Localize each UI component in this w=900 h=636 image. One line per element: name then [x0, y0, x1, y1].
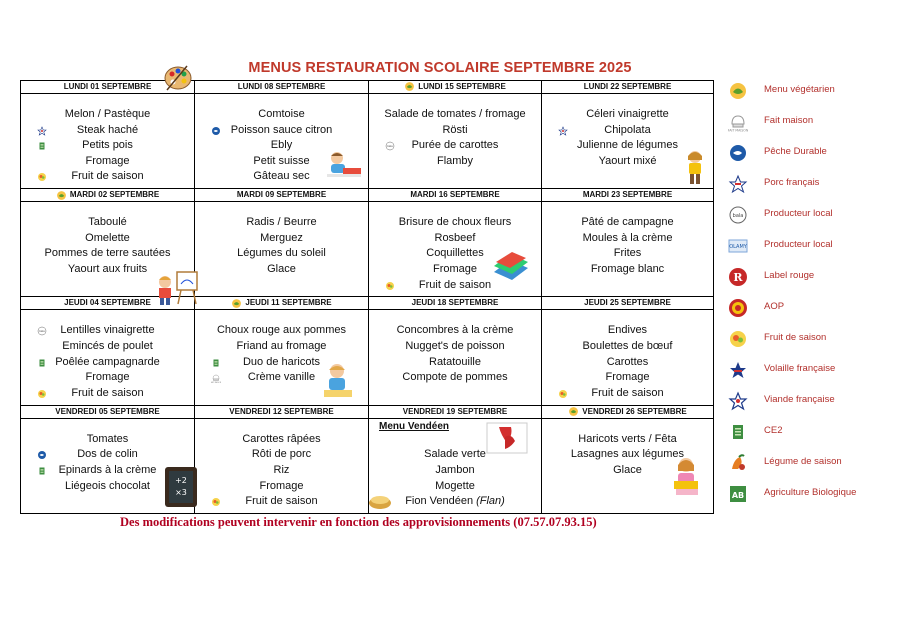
menu-item-label: Fruit de saison — [71, 386, 144, 399]
day-header-label: MARDI 23 SEPTEMBRE — [582, 190, 673, 200]
week-header-row — [21, 81, 714, 94]
legend-label: Viande française — [764, 394, 835, 405]
menu-item — [21, 107, 194, 123]
menu-item-label: Carottes râpées — [242, 432, 321, 445]
day-header — [542, 81, 714, 94]
day-header — [369, 297, 542, 310]
day-header-label: LUNDI 01 SEPTEMBRE — [63, 82, 152, 91]
viande-francaise-icon — [728, 391, 748, 411]
menu-item-label: Fruit de saison — [245, 495, 318, 508]
legend-item — [722, 419, 897, 445]
menu-item — [21, 138, 194, 154]
menu-item-label: Salade verte — [424, 448, 486, 461]
producteur-local-icon — [37, 326, 47, 336]
legend-label: Menu végétarien — [764, 84, 835, 95]
menu-item — [195, 447, 368, 463]
svg-text:OLAMY: OLAMY — [729, 244, 747, 250]
day-header-label: JEUDI 18 SEPTEMBRE — [411, 298, 499, 308]
legend-item — [722, 264, 897, 290]
menu-item-label: Brisure de choux fleurs — [398, 216, 512, 229]
fait-maison-icon — [728, 112, 748, 132]
ce2-icon — [728, 422, 748, 442]
menu-item — [542, 432, 713, 448]
menu-item-label: Légumes du soleil — [237, 247, 326, 260]
legend-label: CE2 — [764, 425, 783, 436]
ce2-icon — [37, 466, 47, 476]
agriculture-bio-icon — [728, 484, 748, 504]
day-header — [195, 405, 369, 418]
fait-maison-icon — [211, 373, 221, 383]
legend-label: Porc français — [764, 177, 820, 188]
menu-item — [21, 432, 194, 448]
menu-item — [195, 123, 368, 139]
week-header-row — [21, 297, 714, 310]
menu-item — [542, 246, 713, 262]
menu-item-label: Lasagnes aux légumes — [570, 448, 685, 461]
menu-item-label: Fromage — [432, 263, 478, 276]
day-header-label: LUNDI 08 SEPTEMBRE — [237, 82, 326, 91]
menu-item-label: Glace — [613, 463, 642, 476]
menu-item — [369, 463, 541, 479]
day-header-label: JEUDI 04 SEPTEMBRE — [64, 298, 151, 308]
menu-item — [369, 154, 541, 170]
legend-label: Volaille française — [764, 363, 836, 374]
fruit-saison-icon — [37, 389, 47, 399]
week-header-row — [21, 405, 714, 418]
menu-item-label: Fromage — [259, 479, 304, 492]
menu-item-label: Concombres à la crème — [396, 324, 514, 337]
menu-item-label: Endives — [607, 324, 648, 337]
menu-item — [369, 138, 541, 154]
vegetarien-icon — [568, 406, 579, 417]
week-body-row — [21, 94, 714, 189]
legend-item — [722, 78, 897, 104]
menu-item-label: Céleri vinaigrette — [586, 108, 669, 121]
legend-label: Légume de saison — [764, 456, 842, 467]
menu-item-label: Ebly — [270, 139, 293, 152]
legend-label: Pêche Durable — [764, 146, 827, 157]
menu-item — [195, 246, 368, 262]
day-header — [369, 405, 542, 418]
menu-item — [369, 323, 541, 339]
legend-item — [722, 450, 897, 476]
day-header-label: VENDREDI 19 SEPTEMBRE — [402, 406, 508, 416]
menu-item-label: Fromage — [85, 154, 130, 167]
footer-note: Des modifications peuvent intervenir en fonction des approvisionnements (07.57.07.93.15) — [120, 515, 597, 529]
menu-item — [21, 215, 194, 231]
legend-item — [722, 357, 897, 383]
menu-item-label: Fromage blanc — [590, 263, 665, 276]
legend-item — [722, 109, 897, 135]
menu-item-label: Riz — [273, 463, 290, 476]
menu-item — [195, 494, 368, 510]
day-header-label: VENDREDI 05 SEPTEMBRE — [55, 406, 160, 416]
menu-item — [21, 370, 194, 386]
menu-item-label: Petits pois — [82, 139, 133, 152]
fruit-saison-icon — [728, 329, 748, 349]
day-header — [195, 81, 369, 94]
menu-item — [369, 123, 541, 139]
fruit-saison-icon — [385, 281, 395, 291]
menu-item — [21, 355, 194, 371]
menu-item-label: Carottes — [606, 355, 649, 368]
day-header — [542, 189, 714, 202]
svg-text:×3: ×3 — [175, 488, 187, 497]
menu-item-label: Poêlée campagnarde — [55, 355, 160, 368]
menu-item — [21, 246, 194, 262]
menu-item — [195, 339, 368, 355]
svg-text:FAIT MAISON: FAIT MAISON — [210, 383, 222, 385]
menu-item — [21, 231, 194, 247]
menu-item-label: Fruit de saison — [71, 170, 144, 183]
day-header — [195, 297, 369, 310]
day-menu — [369, 94, 542, 189]
legend-label: Producteur local — [764, 239, 833, 250]
menu-item-label: Taboulé — [88, 216, 127, 229]
menu-item — [369, 215, 541, 231]
viande-francaise-icon — [37, 126, 47, 136]
menu-item-label: Emincés de poulet — [62, 340, 153, 353]
menu-item — [195, 262, 368, 278]
vendee-logo-icon — [487, 423, 527, 453]
svg-text:bala: bala — [39, 330, 45, 334]
child-painting-icon — [155, 270, 201, 306]
menu-item-label: Tomates — [86, 432, 129, 445]
menu-item — [369, 339, 541, 355]
menu-item — [195, 479, 368, 495]
menu-item-label: Jambon — [435, 463, 475, 476]
menu-item-label: Mogette — [435, 479, 475, 492]
menu-item — [369, 231, 541, 247]
fruit-saison-icon — [211, 497, 221, 507]
legend-item — [722, 326, 897, 352]
menu-item — [542, 323, 713, 339]
menu-item-label: Dos de colin — [77, 448, 138, 461]
palette-icon — [163, 62, 193, 92]
menu-item-label: Petit suisse — [253, 154, 310, 167]
vegetarien-icon — [231, 298, 242, 309]
legend-label: AOP — [764, 301, 785, 312]
day-header-label: LUNDI 15 SEPTEMBRE — [418, 82, 506, 91]
girl-reading-icon — [668, 455, 706, 501]
menu-item — [542, 339, 713, 355]
menu-item-label: Epinards à la crème — [58, 463, 157, 476]
day-header-label: VENDREDI 26 SEPTEMBRE — [582, 406, 687, 416]
child-reading-icon — [325, 150, 363, 180]
menu-item-label: Omelette — [85, 231, 130, 244]
menu-item-label: Yaourt mixé — [598, 154, 657, 167]
menu-item-label: Frites — [613, 247, 642, 260]
menu-item-label: Moules à la crème — [582, 231, 673, 244]
menu-item — [195, 323, 368, 339]
legend-item — [722, 233, 897, 259]
menu-item — [21, 123, 194, 139]
menu-item-label: Lentilles vinaigrette — [60, 324, 155, 337]
menu-item — [195, 432, 368, 448]
day-menu — [21, 310, 195, 405]
menu-item — [369, 107, 541, 123]
menu-item — [21, 447, 194, 463]
menu-item-label: Fruit de saison — [418, 278, 492, 291]
menu-item-label: Ratatouille — [429, 355, 481, 368]
menu-item — [542, 123, 713, 139]
legume-saison-icon — [728, 453, 748, 473]
day-header — [195, 189, 369, 202]
menu-item — [542, 107, 713, 123]
menu-item — [195, 107, 368, 123]
menu-item — [195, 231, 368, 247]
menu-item-label: Fruit de saison — [591, 386, 664, 399]
viande-francaise-icon — [558, 126, 568, 136]
legend-item — [722, 295, 897, 321]
day-header — [369, 81, 542, 94]
legend-item — [722, 171, 897, 197]
menu-item-label: Pommes de terre sautées — [44, 247, 171, 260]
menu-item-label: Melon / Pastèque — [64, 108, 151, 121]
menu-item-label: Duo de haricots — [242, 355, 321, 368]
menu-item — [369, 494, 541, 510]
peche-durable-icon — [37, 450, 47, 460]
fruit-saison-icon — [37, 172, 47, 182]
menu-item-label: Fion Vendéen — [405, 495, 474, 508]
vegetarien-icon — [56, 190, 67, 201]
peche-durable-icon — [211, 126, 221, 136]
svg-text:AB: AB — [731, 491, 745, 500]
day-header-label: LUNDI 22 SEPTEMBRE — [583, 82, 672, 91]
label-rouge-icon — [728, 267, 748, 287]
svg-text:bala: bala — [387, 145, 393, 149]
day-menu — [195, 418, 369, 513]
chalkboard-icon — [163, 465, 199, 509]
menu-item-label: Gâteau sec — [253, 170, 310, 183]
menu-item-label: Boulettes de bœuf — [582, 340, 673, 353]
menu-item-label: Rôti de porc — [251, 448, 312, 461]
producteur-local-icon — [728, 205, 748, 225]
special-menu-label: Menu Vendéen — [379, 420, 450, 432]
menu-item — [195, 215, 368, 231]
menu-item — [542, 355, 713, 371]
legend-label: Fruit de saison — [764, 332, 827, 343]
menu-item-note: (Flan) — [476, 495, 505, 508]
menu-item-label: Chipolata — [604, 123, 651, 136]
menu-item-label: Rosbeef — [434, 231, 476, 244]
menu-item-label: Choux rouge aux pommes — [216, 324, 346, 337]
menu-item-label: Radis / Beurre — [246, 216, 317, 229]
menu-item-label: Purée de carottes — [411, 139, 499, 152]
menu-grid — [20, 80, 714, 514]
menu-item-label: Merguez — [260, 231, 303, 244]
day-header — [21, 189, 195, 202]
day-header — [21, 405, 195, 418]
menu-item-label: Salade de tomates / fromage — [384, 108, 526, 121]
svg-text:+2: +2 — [175, 476, 187, 485]
menu-item-label: Flamby — [436, 154, 474, 167]
legend-item — [722, 481, 897, 507]
books-icon — [490, 250, 532, 284]
day-menu — [542, 310, 714, 405]
menu-item-label: Liégeois chocolat — [64, 479, 150, 492]
producteur-local-olamy-icon — [728, 236, 748, 256]
page-title: MENUS RESTAURATION SCOLAIRE SEPTEMBRE 2025 — [248, 60, 632, 76]
ce2-icon — [211, 358, 221, 368]
vegetarien-icon — [404, 81, 415, 92]
legend-label: Producteur local — [764, 208, 833, 219]
menu-item — [542, 386, 713, 402]
menu-item-label: Glace — [267, 263, 296, 276]
menu-item — [369, 370, 541, 386]
day-menu — [21, 94, 195, 189]
menu-item-label: Compote de pommes — [402, 371, 508, 384]
menu-item-label: Crème vanille — [247, 371, 316, 384]
day-menu — [542, 202, 714, 297]
day-header-label: MARDI 16 SEPTEMBRE — [410, 190, 500, 200]
child-icon — [682, 150, 708, 186]
menu-item — [542, 262, 713, 278]
menu-item — [21, 339, 194, 355]
fruit-saison-icon — [558, 389, 568, 399]
legend-item — [722, 140, 897, 166]
menu-item-label: Steak haché — [76, 123, 139, 136]
peche-durable-icon — [728, 143, 748, 163]
aop-icon — [728, 298, 748, 318]
day-header — [369, 189, 542, 202]
menu-item-label: Fromage — [85, 371, 130, 384]
menu-item — [542, 215, 713, 231]
menu-item — [369, 355, 541, 371]
menu-item-label: Nugget's de poisson — [405, 340, 505, 353]
menu-item — [542, 231, 713, 247]
day-menu — [369, 310, 542, 405]
day-menu — [195, 202, 369, 297]
flan-icon — [368, 492, 392, 510]
legend-item — [722, 388, 897, 414]
menu-item — [195, 463, 368, 479]
week-body-row — [21, 418, 714, 513]
week-header-row — [21, 189, 714, 202]
day-header-label: MARDI 09 SEPTEMBRE — [236, 190, 327, 200]
menu-item-label: Rösti — [442, 123, 468, 136]
svg-text:FAIT MAISON: FAIT MAISON — [727, 128, 749, 133]
menu-item-label: Coquillettes — [426, 247, 484, 260]
menu-item-label: Fromage — [605, 371, 650, 384]
menu-item — [21, 154, 194, 170]
menu-item — [21, 169, 194, 185]
day-header — [542, 297, 714, 310]
day-header-label: JEUDI 25 SEPTEMBRE — [584, 298, 671, 308]
menu-item-label: Yaourt aux fruits — [67, 263, 148, 276]
svg-text:R: R — [733, 271, 743, 284]
menu-item — [542, 370, 713, 386]
menu-item-label: Pâté de campagne — [581, 216, 674, 229]
producteur-local-icon — [385, 141, 395, 151]
day-header-label: VENDREDI 12 SEPTEMBRE — [229, 406, 334, 416]
day-header-label: MARDI 02 SEPTEMBRE — [69, 190, 160, 200]
svg-text:bala: bala — [732, 213, 744, 219]
week-body-row — [21, 310, 714, 405]
legend-label: Label rouge — [764, 270, 815, 281]
menu-item-label: Friand au fromage — [236, 340, 327, 353]
legend-item — [722, 202, 897, 228]
volaille-francaise-icon — [728, 360, 748, 380]
legend-label: Fait maison — [764, 115, 814, 126]
menu-item-label: Poisson sauce citron — [230, 123, 333, 136]
menu-item — [21, 323, 194, 339]
menu-item-label: Haricots verts / Fêta — [578, 432, 677, 445]
menu-item-label: Comtoise — [258, 108, 305, 121]
menu-item-label: Julienne de légumes — [577, 139, 678, 152]
menu-item — [21, 386, 194, 402]
ce2-icon — [37, 358, 47, 368]
vegetarien-icon — [728, 81, 748, 101]
child-studying-icon — [320, 362, 356, 402]
week-body-row — [21, 202, 714, 297]
day-header — [542, 405, 714, 418]
day-header-label: JEUDI 11 SEPTEMBRE — [245, 298, 332, 308]
legend-label: Agriculture Biologique — [764, 487, 857, 498]
ce2-icon — [37, 141, 47, 151]
porc-francais-icon — [728, 174, 748, 194]
menu-item — [369, 479, 541, 495]
